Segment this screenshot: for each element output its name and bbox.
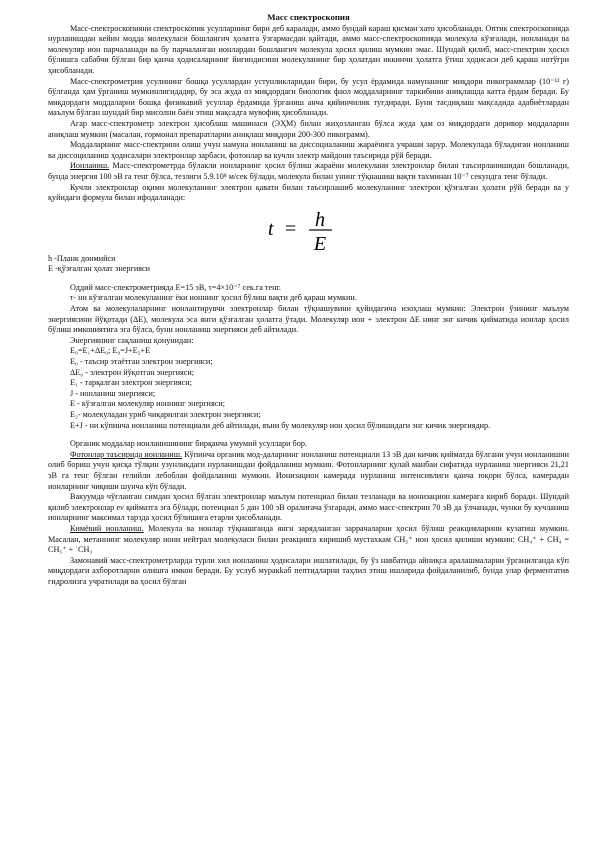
definition-h: h -Планк доимийси <box>48 253 116 263</box>
equation-def-j: J - ионланиш энергияси; <box>70 388 156 398</box>
formula-numerator: h <box>314 208 325 231</box>
equation-def-delta-e0: ΔЕ₀ - электрон йўқотган энергияси; <box>70 367 195 377</box>
spacer <box>48 275 569 283</box>
paragraph-photon-ionization <box>48 450 569 492</box>
formula-denominator: E <box>313 232 326 254</box>
formula-block <box>48 204 569 254</box>
paragraph-typical-values: Оддий масс-спектрометриядa Е=15 эВ, τ=4×10⁻⁷ сек.га тенг. <box>70 282 281 292</box>
paragraph-advantage: Масс-спектрометрия усулининг бошқа усуллардан устунликларидан бири, бу усул ёрдамида намунанинг миқдори пикограммлар (10⁻¹² г) бўлганда ҳам ўрганиш мумкинлигидадир, бу эса жуда оз миқдордаги биологик фаол моддаларнинг таркибини аниқлашда катта ёрдам беради. Бу миқдордаги моддаларни бошқа физикавий усуллар ёрдамида ўрганиш анча қийинчилик туғдиради. Буни тасдиқлаш мақсадида адабиётлардан маълум бўлган шундай бир мисолни баён этиш мақсадга мувофиқ ҳисобланади. <box>48 76 569 118</box>
heading-ionization: Ионланиш. <box>70 161 110 171</box>
equation-energy: Е₀=Е₁+ΔЕ₀; Е₀=J+Е₂+Е <box>70 346 151 356</box>
document-page <box>48 12 569 588</box>
paragraph-excited-state: Кучли электронлар оқими молекуланинг электрон қавати билан таъсирлашиб молекуланинг электрон қўзғалган ҳолати рўй беради ва у қуйидаги формула билан ифодаланади: <box>48 182 569 203</box>
paragraph-vacuum: Вакуумда чўғланган симдан ҳосил бўлган электронлар маълум потенциал билан тезланади ва ионизацион камерага кириб боради. Шундай қилиб электронлар eν қийматга эга бўлади, потенциал 5 дан 100 эВ оралиғача ўзгаради, аммо масс-спектрни 70 эВ да ўлчанади, чунки бу кучланиш ионларнинг максимал тарзда ҳосил бўлишига етарли ҳисобланади. <box>48 492 569 523</box>
paragraph-ionization-potential: Е+J - ни кўпинча ионланиш потенциали деб айтилади, яъни бу молекуляр ион ҳосил бўлишидаги энг кичик энергиядир. <box>70 420 491 430</box>
paragraph-intro: Масс-спектроскопияни спектроскопик усулларнинг бири деб каралади, аммо бундай караш қисман хато ҳисобланади. Оптик спектроскопияда нурланишдан кейин модда молекуласи бошлангич ҳолатга ўзгармасдан қайтади, аммо масс-спектроскопияда молекула кўзғалади, ионланади ва молекуляр ион парчаланади ва бу парчаланган ионлардан бошлангич молекула ҳосил қилиш мумкин эмас. Шундай қилиб, масс-спектрни ҳосил бўлишга сабабчи бўлган бир қанча ҳодисаларнинг йиғиндисини молекуланинг бир ҳолатдан иккинчи ҳолатга ўтиш ҳодисаси деб қараш нотўғри ҳисобланади. <box>48 23 569 75</box>
equation-def-e1: Е₁ - тарқалган электрон энергияси; <box>70 378 192 388</box>
equation-def-e0: Е₀ - таъсир этаётган электрон энергияси; <box>70 357 213 367</box>
paragraph-ionization-text: Масс-спектрометрда бўлакли ионларнинг ҳосил бўлиш жараёни молекулани электронлар билан таъсирланишидан бошланади, бунда энергия 100 эВ га тенг бўлса, тезлиги 5.9.10⁸ м/сек бўлади, молекула билан унинг тўқнашиш вақти тахминан 10⁻⁷ секундга тенг бўлади. <box>48 161 569 181</box>
paragraph-ehm: Агар масс-спектрометр электрон ҳисоблаш машинаси (ЭҲМ) билан жиҳозланган бўлса жуда ҳам оз миқдордаги доривор моддаларни аниқлаш мумкин (масалан, гормонал препаратларни аниқлаш миқдори 200-300 пикограмм). <box>48 118 569 139</box>
paragraph-methods: Органик моддалар ионланишининг бирқанча умумий усуллари бор. <box>70 439 307 449</box>
paragraph-collision: Атом ва молекулаларнинг ионлантирувчи электронлар билан тўқнашувини қуйидагича изоҳлаш мумкин: Электрон ўзининг маълум энергиясини йўқотади (ΔЕ), молекула эса янги қўзғалган ҳолатга ўтади. Молекуляр ион + электрон ΔЕ нинг энг кичик қийматида ионлар ҳосил бўлиш имкониятига эга бўлса, буни ионланиш энергияси деб айтилади. <box>48 304 569 335</box>
formula-equals: = <box>284 217 296 240</box>
paragraph-photon-ionization-text: Кўпинча органик мод-даларнинг ионланиш потенциали 13 эВ дан кичик қийматда бўлгани учун ионланишни олиб бориш учун қисқа тўлқин узунликдаги нурланишдан фойдаланиш мумкин. Фотонларнинг қулай манбаи сифатида нурланиш энергияси 21,21 эВ га тенг бўлган гелийли лебоблан фойдаланиш мумкин. Ионизацион камерада нурланиш интенсивлиги қанча юқори бўлса, камерадан ионларнинг чиқиши шунча кўп бўлади. <box>48 449 569 491</box>
paragraph-ionization-intro: Моддаларнинг масс-спектрини олиш учун намуна ионланиш ва диссоциаланиш жараёнига учраши зарур. Молекулада бўладиган ионланиш ва диссоциланиш ҳодисалари электронлар зарбаси, фотонлар ва кучли электр майдони таъсирида рўй беради. <box>48 140 569 160</box>
heading-chemical-ionization: Кимёвий ионланиш. <box>70 523 144 533</box>
definition-e: E -қўзғалган ҳолат энергияси <box>48 264 151 274</box>
heading-photon-ionization: Фотонлар таъсирида ионланиш. <box>70 449 183 459</box>
formula-lhs: t <box>267 217 274 240</box>
paragraph-chemical-ionization-text: Молекула ва ионлар тўқнашганда янги зарядланган заррачаларни ҳосил бўлиш реакцияларини кузатиш мумкин. Масалан, метаннинг молекуляр иони нейтрал молекуласи билан реакцияга киришиб мустахкам СН₅⁺ ион ҳосил қилиши мумкин: СН₄⁺ + СН₄ = СН₅⁺ + ˙СН₃ <box>48 523 569 555</box>
document-title: Масс спектроскопия <box>267 12 350 22</box>
spacer <box>48 431 569 439</box>
paragraph-modern: Замонавий масс-спектрометрларда турли хил ионланиш ҳодисалари ишлатилади, бу ўз навбатида айниқса аралашмаларни ўрганилганда кўп миқдордаги ахборотларни олишга имкон беради. Бу услуб муракkаб пептидларни таҳлил этиш ишларида фойдаланилиб, бунда улар ферментатив гидролизга учратилади ва ҳосил бўлган <box>48 555 569 586</box>
equation-def-e: Е - кўзғалган молекуляр ионнинг энергияси; <box>70 399 225 409</box>
paragraph-ionization <box>48 161 569 182</box>
paragraph-chemical-ionization <box>48 524 569 556</box>
formula-t-h-over-e <box>254 204 364 254</box>
paragraph-conservation: Энергиянинг сақланиш қонунидан: <box>70 335 194 345</box>
equation-def-e2: Е₂- молекуладан уриб чиқарилган электрон энергияси; <box>70 410 261 419</box>
paragraph-tau: τ- ни кўзғалган молекуланинг ёки ионнинг ҳосил бўлиш вақти деб қараш мумкин. <box>70 293 357 303</box>
